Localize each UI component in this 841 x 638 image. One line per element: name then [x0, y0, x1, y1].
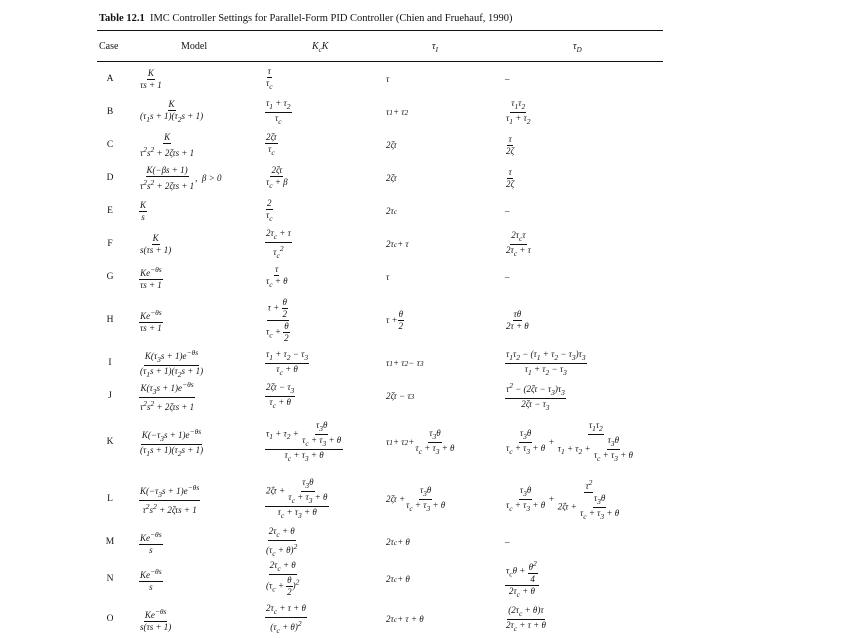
tau-i-cell: τ 1 + τ 2 + $\frac{\tau_3\theta}{\tau_c + \tau_3 + \theta}$: [386, 427, 455, 456]
case-label: B: [106, 107, 114, 117]
tau-d-cell: $\frac{\tau_1\tau_2 - (\tau_1 + \tau_2 - \tau_3)\tau_3}{\tau_1 + \tau_2 - \tau_3}$: [506, 348, 586, 377]
table-row: [97, 414, 663, 470]
case-label: E: [107, 206, 113, 216]
table-row: [97, 262, 663, 292]
model-cell: $\frac{Ke^{-\theta s}}{s}$: [140, 566, 162, 592]
tau-i-cell: 2τ c + θ: [386, 574, 410, 584]
case-label: C: [106, 140, 114, 150]
tau-i-cell: τ 1 + τ 2: [386, 107, 409, 117]
kck-cell: $\frac{\tau}{\tau_c}$: [266, 66, 273, 91]
header-tau-d: $\tau_D$: [573, 41, 582, 54]
case-label: I: [108, 358, 112, 368]
table-row: [97, 604, 663, 634]
tau-i-cell: 2ζτ + $\frac{\tau_3\theta}{\tau_c + \tau_3 + \theta}$: [386, 484, 446, 513]
tau-d-cell: $\frac{\tau_1\tau_2}{\tau_1 + \tau_2}$: [506, 97, 531, 126]
tau-d-cell: $\frac{\tau_3\theta}{\tau_c + \tau_3 + \theta}$ + $\tau^2$ 2ζτ + $\frac{\tau_3\theta}{\tau_c + \tau_3 + \theta}$: [506, 477, 620, 521]
table-row: [97, 348, 663, 378]
kck-cell: $\tau_1 + \tau_2$ + $\frac{\tau_3\theta}{\tau_c + \tau_3 + \theta}$ $\tau_c + \tau_3 + \theta$: [266, 420, 342, 463]
case-label: A: [106, 74, 114, 84]
model-cell: $\frac{Ke^{-\theta s}}{s(\tau s + 1)}$: [140, 606, 172, 632]
case-label: D: [106, 173, 114, 183]
table-row: [97, 525, 663, 558]
case-label: H: [106, 315, 114, 325]
header-rule: [97, 61, 663, 62]
model-cell: $\frac{K(-\tau_3s + 1)e^{-\theta s}}{\tau^2s^2 + 2\zeta\tau s + 1}$: [140, 483, 200, 515]
kck-cell: $\frac{2\tau_c + \tau + \theta}{(\tau_c + \theta)^2}$: [266, 602, 306, 635]
tau-i-cell: τ + $\frac{\theta}{2}$: [386, 308, 404, 331]
kck-cell: $\frac{2\tau_c + \theta}{(\tau_c + \theta)^2}$: [266, 525, 298, 558]
case-label: O: [106, 614, 114, 624]
header-case: Case: [99, 41, 119, 52]
model-cell: $\frac{K}{\tau s + 1}$: [140, 67, 162, 90]
kck-cell: $\frac{2\zeta\tau}{\tau_c + \beta}$: [266, 165, 288, 190]
tau-i-cell: 2τ c: [386, 206, 398, 216]
tau-d-cell: $\tau_c\theta$ + $\frac{\theta^2}{4}$ $2\tau_c + \theta$: [506, 559, 537, 599]
tau-d-cell: $\frac{\tau}{2\zeta}$: [506, 166, 515, 189]
case-label: M: [105, 537, 115, 547]
case-label: K: [106, 437, 114, 447]
tau-i-cell: τ 1 + τ 2 − τ 3: [386, 358, 424, 368]
header-model: Model: [181, 41, 208, 52]
table-row: [97, 472, 663, 526]
table-row: [97, 558, 663, 600]
tau-d-cell: $\frac{\tau_3\theta}{\tau_c + \tau_3 + \theta}$ + $\tau_1\tau_2$ $\tau_1 + \tau_2$ + $\frac{\tau_3\theta}{\tau_c + \tau_3 + \theta}$: [506, 420, 633, 463]
model-cell: $\frac{K(\tau_3s + 1)e^{-\theta s}}{\tau^2s^2 + 2\zeta\tau s + 1}$: [140, 380, 195, 412]
header-tau-i: $\tau_I$: [432, 41, 438, 54]
kck-cell: $\frac{2\tau_c + \tau}{\tau_c^2}$: [266, 227, 291, 260]
tau-d-cell: –: [505, 537, 510, 547]
model-cell: $\frac{K}{(\tau_1s + 1)(\tau_2s + 1)}$: [140, 99, 204, 124]
model-cell: $\frac{Ke^{-\theta s}}{\tau s + 1}$: [140, 307, 162, 333]
tau-i-cell: 2τ c + τ + θ: [386, 614, 424, 624]
table-row: [97, 96, 663, 128]
kck-cell: $2\tau_c + \theta$ ($\tau_c$ + $\frac{\theta}{2}$ )$^2$: [266, 560, 300, 597]
kck-cell: 2ζτ + $\frac{\tau_3\theta}{\tau_c + \tau_3 + \theta}$ $\tau_c + \tau_3 + \theta$: [266, 477, 328, 520]
case-label: G: [106, 272, 114, 282]
tau-i-cell: 2τ c + τ: [386, 239, 409, 249]
tau-d-cell: $\frac{\tau}{2\zeta}$: [506, 133, 515, 156]
kck-cell: $\frac{2}{\tau_c}$: [266, 198, 273, 223]
model-cell: $\frac{K(-\tau_3s + 1)e^{-\theta s}}{(\tau_1s + 1)(\tau_2s + 1)}$: [140, 426, 204, 458]
kck-cell: $\frac{\tau_1 + \tau_2}{\tau_c}$: [266, 97, 291, 126]
model-cell: $\frac{K}{\tau^2s^2 + 2\zeta\tau s + 1}$: [140, 131, 195, 158]
case-label: J: [108, 391, 112, 401]
header-kck: $K_cK$: [312, 41, 329, 54]
kck-cell: $\frac{\tau_1 + \tau_2 - \tau_3}{\tau_c + \theta}$: [266, 348, 309, 377]
tau-d-cell: –: [505, 74, 510, 84]
model-cell: $\frac{K}{s(\tau s + 1)}$: [140, 232, 172, 255]
tau-d-cell: $\frac{2\tau_c\tau}{2\tau_c + \tau}$: [506, 229, 531, 258]
table-row: [97, 64, 663, 94]
table-row: [97, 130, 663, 160]
tau-d-cell: $\frac{(2\tau_c + \theta)\tau}{2\tau_c + \tau + \theta}$: [506, 604, 546, 633]
model-cell: $\frac{K(-\beta s + 1)}{\tau^2s^2 + 2\zeta\tau s + 1}$ , β > 0: [140, 164, 222, 191]
model-cell: $\frac{K}{s}$: [140, 199, 147, 222]
case-label: F: [107, 239, 113, 249]
tau-d-cell: $\frac{\tau^2 - (2\zeta\tau - \tau_3)\tau_3}{2\zeta\tau - \tau_3}$: [506, 380, 565, 412]
table-caption: IMC Controller Settings for Parallel-Form PID Controller (Chien and Fruehauf, 1990): [149, 13, 513, 24]
table-row: [97, 162, 663, 194]
tau-i-cell: τ: [386, 272, 390, 282]
table-row: [97, 294, 663, 346]
tau-i-cell: 2ζτ: [386, 140, 397, 150]
tau-i-cell: 2τ c + θ: [386, 537, 410, 547]
tau-i-cell: 2ζτ − τ 3: [386, 391, 415, 401]
model-cell: $\frac{Ke^{-\theta s}}{\tau s + 1}$: [140, 264, 162, 290]
top-rule: [97, 30, 663, 31]
case-label: L: [107, 494, 113, 504]
kck-cell: τ + $\frac{\theta}{2}$ $\tau_c$ + $\frac{\theta}{2}$: [266, 296, 289, 343]
tau-d-cell: –: [505, 206, 510, 216]
kck-cell: $\frac{\tau}{\tau_c + \theta}$: [266, 264, 288, 289]
tau-i-cell: 2ζτ: [386, 173, 397, 183]
tau-i-cell: τ: [386, 74, 390, 84]
kck-cell: $\frac{2\zeta\tau}{\tau_c}$: [266, 132, 277, 157]
table-row: [97, 196, 663, 226]
table-row: [97, 380, 663, 412]
tau-d-cell: –: [505, 272, 510, 282]
table-label: Table 12.1: [99, 13, 145, 24]
table-title: [99, 13, 512, 24]
kck-cell: $\frac{2\zeta\tau - \tau_3}{\tau_c + \theta}$: [266, 381, 295, 410]
tau-d-cell: $\frac{\tau\theta}{2\tau + \theta}$: [506, 308, 529, 331]
model-cell: $\frac{Ke^{-\theta s}}{s}$: [140, 529, 162, 555]
model-cell: $\frac{K(\tau_3s + 1)e^{-\theta s}}{(\tau_1s + 1)(\tau_2s + 1)}$: [140, 347, 204, 379]
table-row: [97, 228, 663, 260]
case-label: N: [106, 574, 114, 584]
